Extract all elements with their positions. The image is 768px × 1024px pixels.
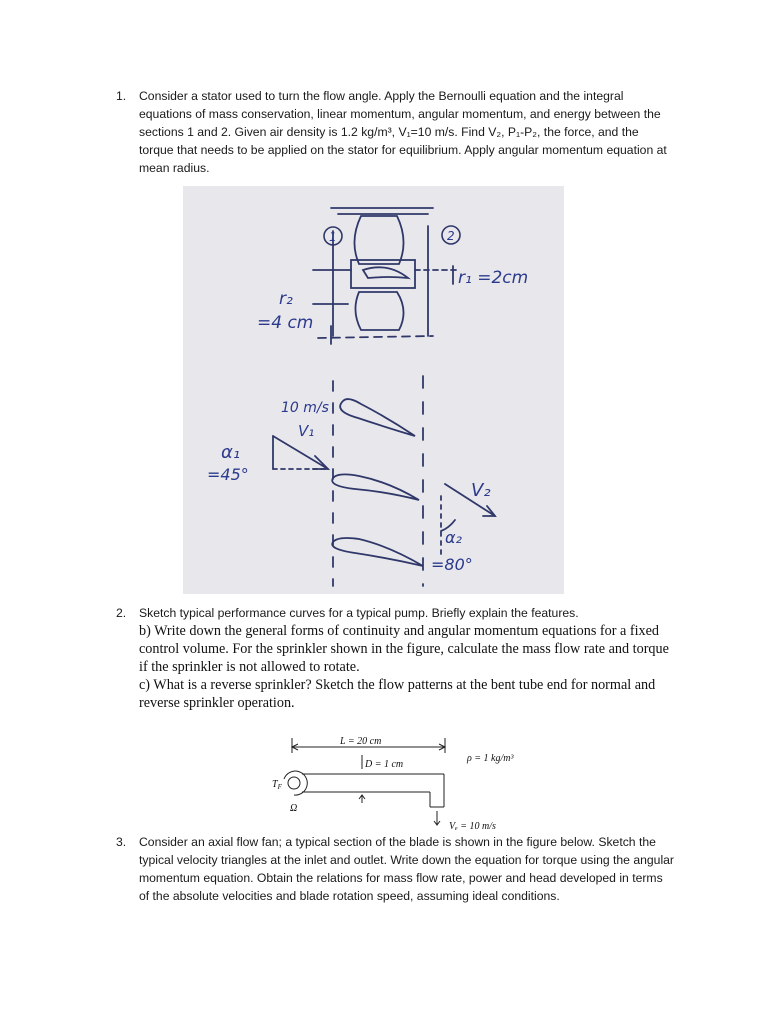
- v2-label: V₂: [471, 480, 491, 501]
- alpha1-label: α₁: [221, 442, 241, 463]
- question-2-part-c: c) What is a reverse sprinkler? Sketch the flow patterns at the bent tube end for normal and reverse sprinkler operation.: [139, 677, 656, 711]
- question-2: [116, 604, 676, 712]
- question-2-part-b: b) Write down the general forms of continuity and angular momentum equations for a fixed control volume. For the sprinkler shown in the figure, calculate the mass flow rate and torque if the sprinkler is not allowed to rotate.: [139, 623, 669, 675]
- question-1-number: 1.: [116, 89, 127, 103]
- torque-label: $T_F$: [272, 779, 282, 791]
- r2-label: r₂: [279, 289, 293, 309]
- section-1-label: 1: [329, 230, 337, 244]
- r2-value: =4 cm: [257, 313, 314, 333]
- sprinkler-diagram: [262, 733, 562, 833]
- r1-label: r₁ =2cm: [458, 268, 529, 288]
- question-1: [116, 87, 676, 177]
- diameter-label: D = 1 cm: [365, 759, 404, 770]
- stator-sketch: [183, 186, 564, 594]
- length-label: L = 20 cm: [340, 736, 382, 747]
- exit-velocity-label: Vₑ = 10 m/s: [449, 821, 496, 832]
- alpha1-value: =45°: [207, 465, 249, 484]
- v1-speed-label: 10 m/s: [281, 400, 329, 416]
- sprinkler-figure: [262, 733, 562, 833]
- alpha2-value: =80°: [431, 555, 473, 574]
- stator-sketch-photo: [183, 186, 564, 594]
- question-2-number: 2.: [116, 606, 127, 620]
- section-2-label: 2: [447, 229, 455, 243]
- density-label: ρ = 1 kg/m³: [467, 753, 514, 764]
- question-2-text: Sketch typical performance curves for a typical pump. Briefly explain the features.: [139, 606, 579, 620]
- question-3-text: Consider an axial flow fan; a typical section of the blade is shown in the figure below. Sketch the typical velocity triangles at the inlet and outlet. Write down the equation for torque using the angular momentum equation. Obtain the relations for mass flow rate, power and head developed in terms of the absolute velocities and blade rotation speed, assuming ideal conditions.: [139, 835, 674, 903]
- question-1-text: Consider a stator used to turn the flow angle. Apply the Bernoulli equation and the integral equations of mass conservation, linear momentum, angular momentum, and energy between the sections 1 and 2. Given air density is 1.2 kg/m³, V₁=10 m/s. Find V₂, P₁-P₂, the force, and the torque that needs to be applied on the stator for equilibrium. Apply angular momentum equation at mean radius.: [139, 89, 667, 175]
- v1-label: V₁: [298, 422, 315, 440]
- alpha2-label: α₂: [445, 528, 462, 547]
- question-3-number: 3.: [116, 835, 127, 849]
- question-3: [116, 833, 676, 905]
- omega-label: Ω: [290, 803, 298, 814]
